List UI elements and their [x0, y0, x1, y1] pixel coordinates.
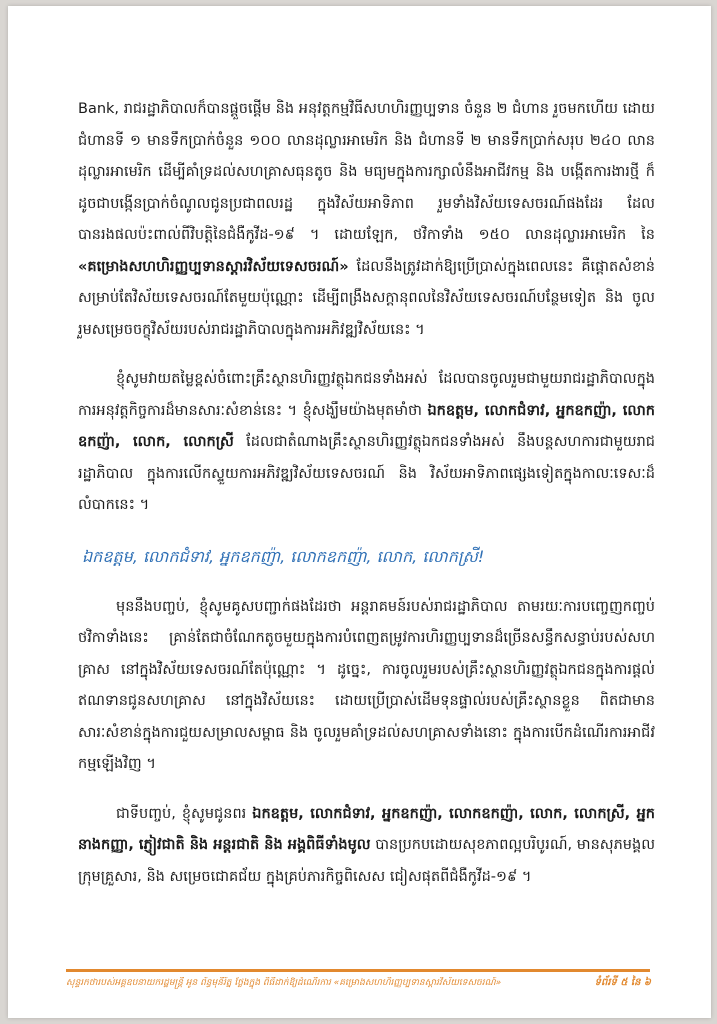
project-name-bold: «គម្រោងសហហិរញ្ញប្បទានស្តារវិស័យទេសចរណ៍»	[78, 258, 349, 275]
closing-honorifics-bold: ឯកឧត្តម, លោកជំទាវ, អ្នកឧកញ៉ា, លោកឧកញ៉ា, លោក, លោកស្រី, អ្នកនាងកញ្ញា, ភ្ញៀវជាតិ និង អន្តរជាតិ និង អង្គពិធីទាំងមូល	[78, 805, 656, 853]
salutation-heading: ឯកឧត្តម, លោកជំទាវ, អ្នកឧកញ៉ា, លោកឧកញ៉ា, លោក, លោកស្រី!	[82, 546, 485, 566]
document-page	[8, 6, 711, 1018]
paragraph-gap	[78, 346, 655, 364]
paragraph-1-text-b: ដែលនឹងត្រូវដាក់ឱ្យប្រើប្រាស់ក្នុងពេលនេះ គឺផ្តោតសំខាន់សម្រាប់តែវិស័យទេសចរណ៍តែមួយប៉ុណ្ណោះ ដើម្បីពង្រឹងសក្តានុពលនៃវិស័យទេសចរណ៍បន្ថែមទៀត និង ចូលរួមសម្រេចចក្ខុវិស័យរបស់រាជរដ្ឋាភិបាលក្នុងការអភិវឌ្ឍវិស័យនេះ ។	[78, 258, 655, 338]
paragraph-4-text-a: ជាទីបញ្ចប់, ខ្ញុំសូមជូនពរ	[116, 805, 253, 822]
paragraph-gap	[78, 781, 655, 799]
document-body	[78, 94, 655, 893]
paragraph-1	[78, 94, 655, 346]
page-number: ទំព័រទី ៥ នៃ ៦	[594, 977, 651, 988]
paragraph-3: មុននឹងបញ្ចប់, ខ្ញុំសូមគូសបញ្ជាក់ផងដែរថា អន្តរាគមន៍របស់រាជរដ្ឋាភិបាល តាមរយៈការបញ្ចេញកញ្ចប់ថវិកាទាំងនេះ គ្រាន់តែជាចំណែកតូចមួយក្នុងការបំពេញតម្រូវការហិរញ្ញប្បទានដ៏ច្រើនសន្ធឹកសន្ធាប់របស់សហគ្រាស នៅក្នុងវិស័យទេសចរណ៍តែប៉ុណ្ណោះ ។ ដូច្នេះ, ការចូលរួមរបស់គ្រឹះស្ថានហិរញ្ញវត្ថុឯកជនក្នុងការផ្តល់ឥណទានជូនសហគ្រាស នៅក្នុងវិស័យនេះ ដោយប្រើប្រាស់ដើមទុនផ្ទាល់របស់គ្រឹះស្ថានខ្លួន ពិតជាមានសារៈសំខាន់ក្នុងការជួយសម្រាលសម្ពាធ និង ចូលរួមគាំទ្រដល់សហគ្រាសទាំងនោះ ក្នុងការបើកដំណើរការអាជីវកម្មឡើងវិញ ។	[78, 598, 655, 772]
paragraph-gap	[78, 574, 655, 592]
paragraph-4	[78, 799, 655, 894]
paragraph-2-text-b: ដែលជាតំណាងគ្រឹះស្ថានហិរញ្ញវត្ថុឯកជនទាំងអស់ នឹងបន្តសហការជាមួយរាជរដ្ឋាភិបាល ក្នុងការលើកស្ទួយការអភិវឌ្ឍវិស័យទេសចរណ៍ និង វិស័យអាទិភាពផ្សេងទៀតក្នុងកាលៈទេសៈដ៏លំបាកនេះ ។	[78, 434, 655, 513]
paragraph-4-text-b: បានប្រកបដោយសុខភាពល្អបរិបូរណ៍, មានសុភមង្គលក្រុមគ្រួសារ, និង សម្រេចជោគជ័យ ក្នុងគ្រប់ភារកិច្ចពិសេស ជៀសផុតពីជំងឺកូវីដ-១៩ ។	[78, 837, 656, 885]
paragraph-gap	[78, 522, 655, 540]
footer-divider	[66, 969, 650, 972]
paragraph-1-text-a: Bank, រាជរដ្ឋាភិបាលក៏បានផ្តួចផ្តើម និង អនុវត្តកម្មវិធីសហហិរញ្ញប្បទាន ចំនួន ២ ជំហាន រួចមកហើយ ដោយជំហានទី ១ មានទឹកប្រាក់ចំនួន ១០០ លានដុល្លារអាមេរិក និង ជំហានទី ២ មានទឹកប្រាក់សរុប ២៤០ លានដុល្លារអាមេរិក ដើម្បីគាំទ្រដល់សហគ្រាសធុនតូច និង មធ្យមក្នុងការក្សាលំនឹងអាជីវកម្ម និង បង្កើតការងារថ្មី ក៏ដូចជាបង្កើនប្រាក់ចំណូលជូនប្រជាពលរដ្ឋ ក្នុងវិស័យអាទិភាព រួមទាំងវិស័យទេសចរណ៍ផងដែរ ដែលបានរងផលប៉ះពាល់ពីវិបត្តិនៃជំងឺកូវីដ-១៩ ។ ដោយឡែក, ថវិកាទាំង ១៥០ លានដុល្លារអាមេរិក នៃ	[78, 101, 655, 243]
paragraph-2	[78, 364, 655, 522]
honorifics-bold: ឯកឧត្តម, លោកជំទាវ, អ្នកឧកញ៉ា, លោកឧកញ៉ា, លោក, លោកស្រី	[78, 402, 655, 450]
paragraph-2-text-a: ខ្ញុំសូមវាយតម្លៃខ្ពស់ចំពោះគ្រឹះស្ថានហិរញ្ញវត្ថុឯកជនទាំងអស់ ដែលបានចូលរួមជាមួយរាជរដ្ឋាភិបាលក្នុងការអនុវត្តកិច្ចការដ៏មានសារៈសំខាន់នេះ ។ ខ្ញុំសង្ឃឹមយ៉ាងមុតមាំថា	[78, 371, 655, 419]
footer-caption: សុន្ទរកថារបស់អគ្គឧបនាយករដ្ឋមន្ត្រី អូន ព័ន្ធមុនីរ័ត្ន ថ្លែងក្នុង ពិធីដាក់ឱ្យដំណើរការ «គម្រោងសហហិរញ្ញប្បទានស្តារវិស័យទេសចរណ៍»	[66, 978, 502, 988]
